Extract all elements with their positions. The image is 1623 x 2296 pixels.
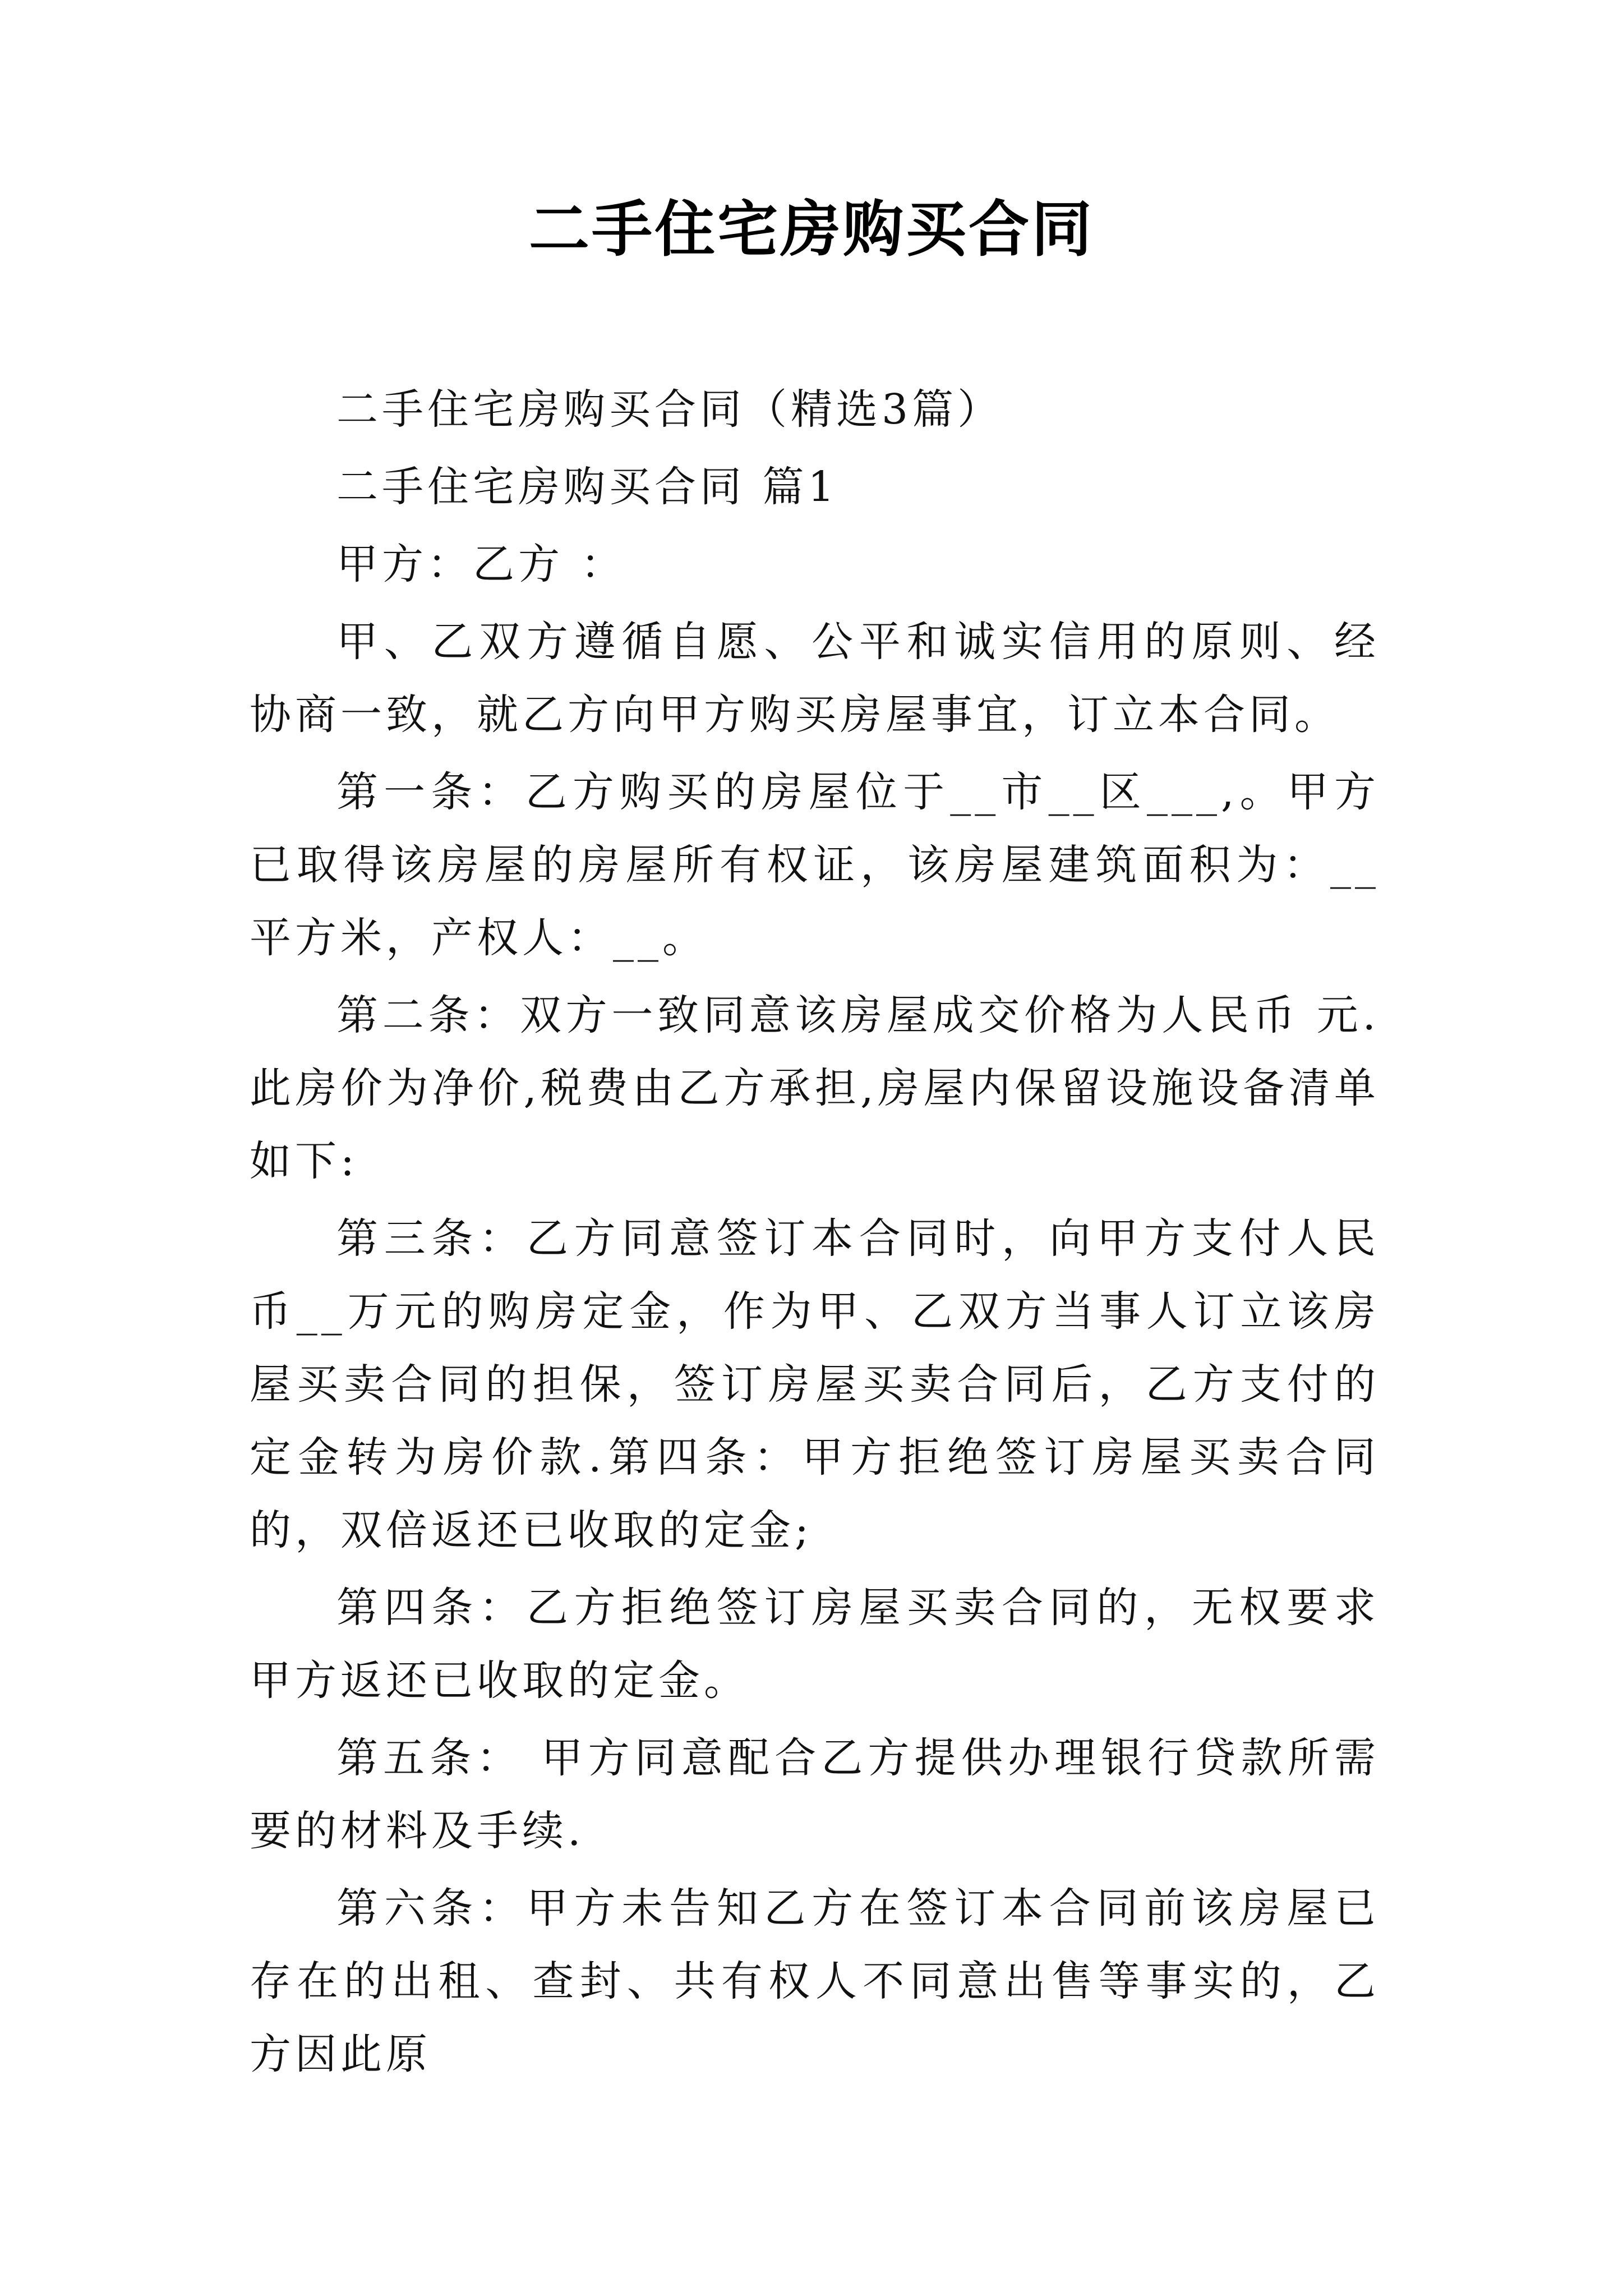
article-4-paragraph: 第四条：乙方拒绝签订房屋买卖合同的，无权要求甲方返还已收取的定金。	[250, 1584, 1380, 1705]
parties-line: 甲方：乙方 ：	[336, 540, 626, 588]
article-3-paragraph: 第三条：乙方同意签订本合同时，向甲方支付人民币__万元的购房定金，作为甲、乙双方当事人订立该房屋买卖合同的担保，签订房屋买卖合同后，乙方支付的定金转为房价款.第四条：甲方拒绝签订房屋买卖合同的，双倍返还已收取的定金;	[250, 1214, 1380, 1554]
section-heading: 二手住宅房购买合同 篇1	[336, 463, 838, 511]
article-6-paragraph: 第六条：甲方未告知乙方在签订本合同前该房屋已存在的出租、查封、共有权人不同意出售等事实的，乙方因此原	[250, 1884, 1380, 2078]
article-2-paragraph: 第二条：双方一致同意该房屋成交价格为人民币 元.此房价为净价,税费由乙方承担,房屋内保留设施设备清单如下:	[250, 991, 1380, 1185]
article-5-paragraph: 第五条： 甲方同意配合乙方提供办理银行贷款所需要的材料及手续.	[250, 1734, 1380, 1855]
article-1-paragraph: 第一条：乙方购买的房屋位于__市__区___,。甲方已取得该房屋的房屋所有权证，该房屋建筑面积为：__平方米，产权人：__。	[250, 768, 1380, 962]
document-title: 二手住宅房购买合同	[528, 195, 1094, 265]
preamble-paragraph: 甲、乙双方遵循自愿、公平和诚实信用的原则、经协商一致，就乙方向甲方购买房屋事宜，订立本合同。	[250, 618, 1380, 739]
document-body	[250, 373, 1380, 2091]
subtitle-paragraph: 二手住宅房购买合同（精选3篇）	[336, 385, 1003, 434]
